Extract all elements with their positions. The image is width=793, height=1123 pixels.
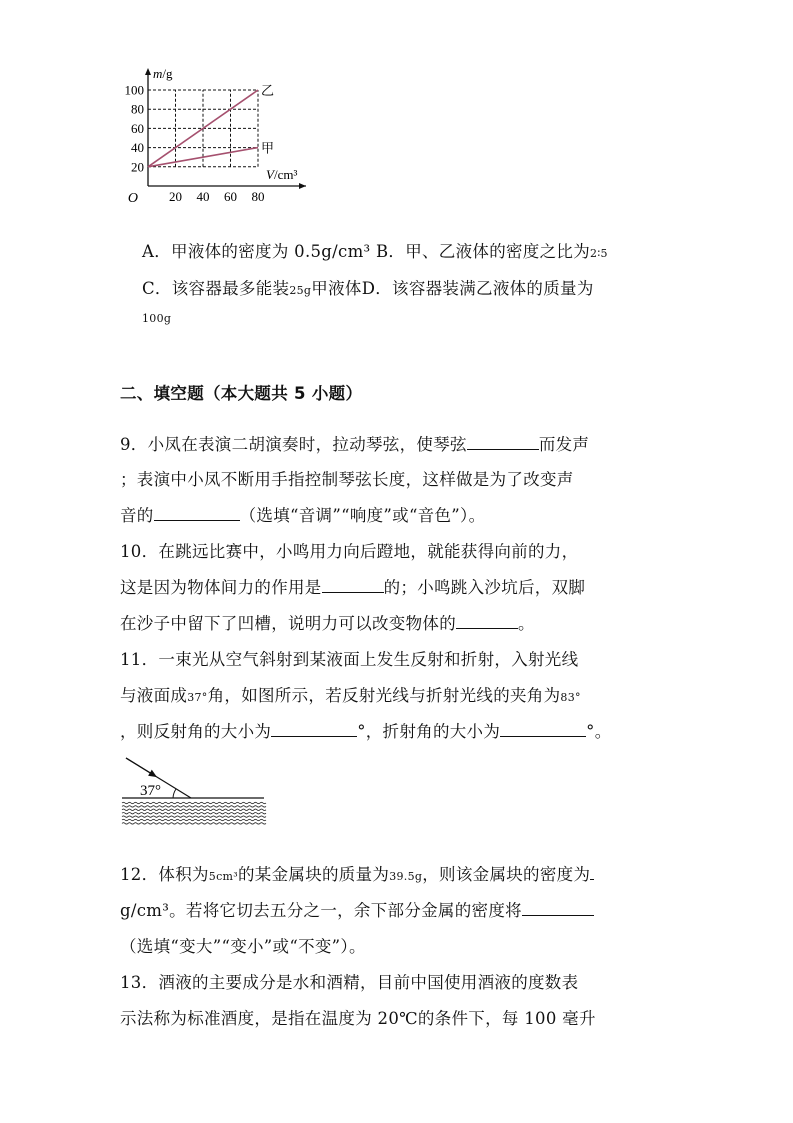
x-axis-label: V/cm³ (266, 167, 298, 182)
wave-row (122, 802, 266, 803)
option-d-value: 100g (142, 312, 172, 325)
q13-line-2: 示法称为标准酒度，是指在温度为 20℃的条件下，每 100 毫升 (120, 1009, 596, 1028)
angle-arc (173, 789, 176, 798)
q12-blank-1[interactable] (590, 862, 594, 880)
y-tick-label-40: 40 (131, 140, 144, 156)
x-tick-label-40: 40 (196, 189, 210, 204)
q13-line-1: 13．酒液的主要成分是水和酒精，目前中国使用酒液的度数表 (120, 973, 579, 992)
q9-line-2: ；表演中小凤不断用手指控制琴弦长度，这样做是为了改变声 (120, 470, 574, 489)
option-c: C．该容器最多能装25g甲液体 (142, 279, 362, 298)
refraction-diagram (118, 752, 268, 827)
liquid-waves (122, 802, 266, 824)
q10-line-1: 10．在跳远比赛中，小鸣用力向后蹬地，就能获得向前的力， (120, 542, 579, 561)
q12-blank-2[interactable] (522, 898, 594, 916)
section-heading: 二、填空题（本大题共 5 小题） (120, 384, 363, 403)
q11-line-3: ，则反射角的大小为 °，折射角的大小为 °。 (120, 718, 612, 742)
x-axis-arrow (299, 183, 306, 189)
option-b: B．甲、乙液体的密度之比为2∶5 (375, 242, 608, 261)
q11-line-2: 与液面成37°角，如图所示，若反射光线与折射光线的夹角为83° (120, 686, 581, 705)
x-tick-label-80: 80 (251, 189, 265, 204)
option-c-d-row (142, 275, 594, 299)
q11-blank-1[interactable] (271, 719, 357, 737)
q9-line-3: 音的 （选填“音调”“响度”或“音色”）。 (120, 502, 485, 526)
q12-line-2: g/cm³。若将它切去五分之一，余下部分金属的密度将 (120, 897, 594, 921)
y-tick-label-100: 100 (124, 82, 144, 98)
x-tick-label-60: 60 (224, 189, 237, 204)
mass-volume-chart (118, 62, 328, 232)
wave-row (122, 809, 266, 810)
q9-line-1: 9．小凤在表演二胡演奏时，拉动琴弦，使琴弦 而发声 (120, 431, 589, 455)
wave-row (122, 813, 266, 814)
q10-line-3: 在沙子中留下了凹槽，说明力可以改变物体的 。 (120, 610, 535, 634)
angle-label: 37° (140, 783, 161, 799)
series-label-1: 乙 (261, 83, 275, 98)
y-tick-label-60: 60 (131, 120, 144, 136)
wave-row (122, 806, 266, 807)
q12-line-3: （选填“变大”“变小”或“不变”）。 (120, 937, 366, 956)
wave-row (122, 819, 266, 820)
q9-blank-1[interactable] (467, 432, 539, 450)
q10-line-2: 这是因为物体间力的作用是 的；小鸣跳入沙坑后，双脚 (120, 574, 585, 598)
q10-blank-1[interactable] (322, 575, 384, 593)
option-d: D．该容器装满乙液体的质量为 (361, 279, 594, 298)
q9-blank-2[interactable] (154, 503, 240, 521)
q10-blank-2[interactable] (456, 611, 518, 629)
incident-ray-arrow (126, 758, 156, 777)
y-tick-label-80: 80 (131, 101, 144, 117)
q11-line-1: 11．一束光从空气斜射到某液面上发生反射和折射，入射光线 (120, 650, 579, 669)
wave-row (122, 816, 266, 817)
option-a: A．甲液体的密度为 0.5g/cm³ (142, 242, 371, 261)
option-a-b-row (142, 238, 608, 262)
y-axis-arrow (145, 68, 151, 75)
y-axis-label: m/g (153, 66, 173, 81)
series-label-2: 甲 (261, 140, 275, 156)
chart-labels (125, 66, 298, 206)
q11-blank-2[interactable] (500, 719, 586, 737)
y-tick-label-20: 20 (131, 159, 144, 175)
wave-row (122, 823, 266, 824)
origin-label: O (127, 191, 138, 206)
q12-line-1: 12．体积为5cm³的某金属块的质量为39.5g，则该金属块的密度为 (120, 861, 594, 885)
x-tick-label-20: 20 (169, 189, 182, 204)
